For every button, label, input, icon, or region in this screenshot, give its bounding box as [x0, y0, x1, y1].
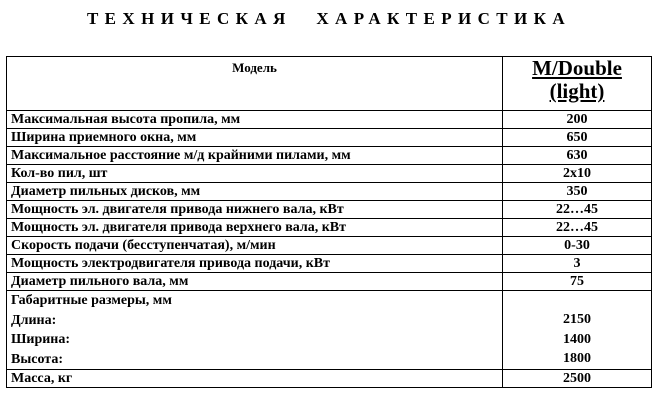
row-param: Кол-во пил, шт: [7, 165, 503, 183]
row-param: Ширина приемного окна, мм: [7, 129, 503, 147]
height-value: 1800: [563, 351, 591, 366]
row-param: Мощность электродвигателя привода подачи, кВт: [7, 255, 503, 273]
dimensions-heading: Габаритные размеры, мм: [11, 293, 172, 308]
header-model-cell: [503, 57, 652, 111]
row-param: Максимальное расстояние м/д крайними пилами, мм: [7, 147, 503, 165]
table-header-row: [7, 57, 652, 111]
width-label: Ширина:: [11, 332, 71, 347]
table-row: [7, 237, 652, 255]
mass-param: Масса, кг: [7, 370, 503, 388]
length-value: 2150: [563, 312, 591, 327]
length-label: Длина:: [11, 312, 57, 328]
table-row: [7, 255, 652, 273]
table-row: [7, 183, 652, 201]
table-row: [7, 219, 652, 237]
row-value: 75: [503, 273, 652, 291]
table-row: [7, 273, 652, 291]
row-param: Мощность эл. двигателя привода верхнего вала, кВт: [7, 219, 503, 237]
row-param: Мощность эл. двигателя привода нижнего вала, кВт: [7, 201, 503, 219]
row-param: Скорость подачи (бесступенчатая), м/мин: [7, 237, 503, 255]
dimensions-row: [7, 291, 652, 370]
row-value: 350: [503, 183, 652, 201]
height-label: Высота:: [11, 351, 64, 367]
table-row: [7, 129, 652, 147]
row-value: 3: [503, 255, 652, 273]
table-row: [7, 201, 652, 219]
row-value: 2х10: [503, 165, 652, 183]
dimensions-values: [503, 291, 652, 370]
mass-value: 2500: [503, 370, 652, 388]
header-param-cell: Модель: [7, 57, 503, 111]
row-param: Диаметр пильного вала, мм: [7, 273, 503, 291]
table-row: [7, 165, 652, 183]
document-title: ТЕХНИЧЕСКАЯ ХАРАКТЕРИСТИКА: [86, 9, 572, 28]
row-param: Диаметр пильных дисков, мм: [7, 183, 503, 201]
spec-table: [6, 56, 652, 388]
width-value: 1400: [563, 331, 591, 347]
table-row: [7, 147, 652, 165]
dimensions-labels: [7, 291, 503, 370]
row-value: 200: [503, 111, 652, 129]
model-variant: (light): [549, 79, 605, 103]
row-value: 22…45: [503, 219, 652, 237]
row-value: 22…45: [503, 201, 652, 219]
row-value: 0-30: [503, 237, 652, 255]
row-value: 650: [503, 129, 652, 147]
mass-row: [7, 370, 652, 388]
row-param: Максимальная высота пропила, мм: [7, 111, 503, 129]
model-name: M/Double: [532, 56, 622, 80]
row-value: 630: [503, 147, 652, 165]
table-row: [7, 111, 652, 129]
